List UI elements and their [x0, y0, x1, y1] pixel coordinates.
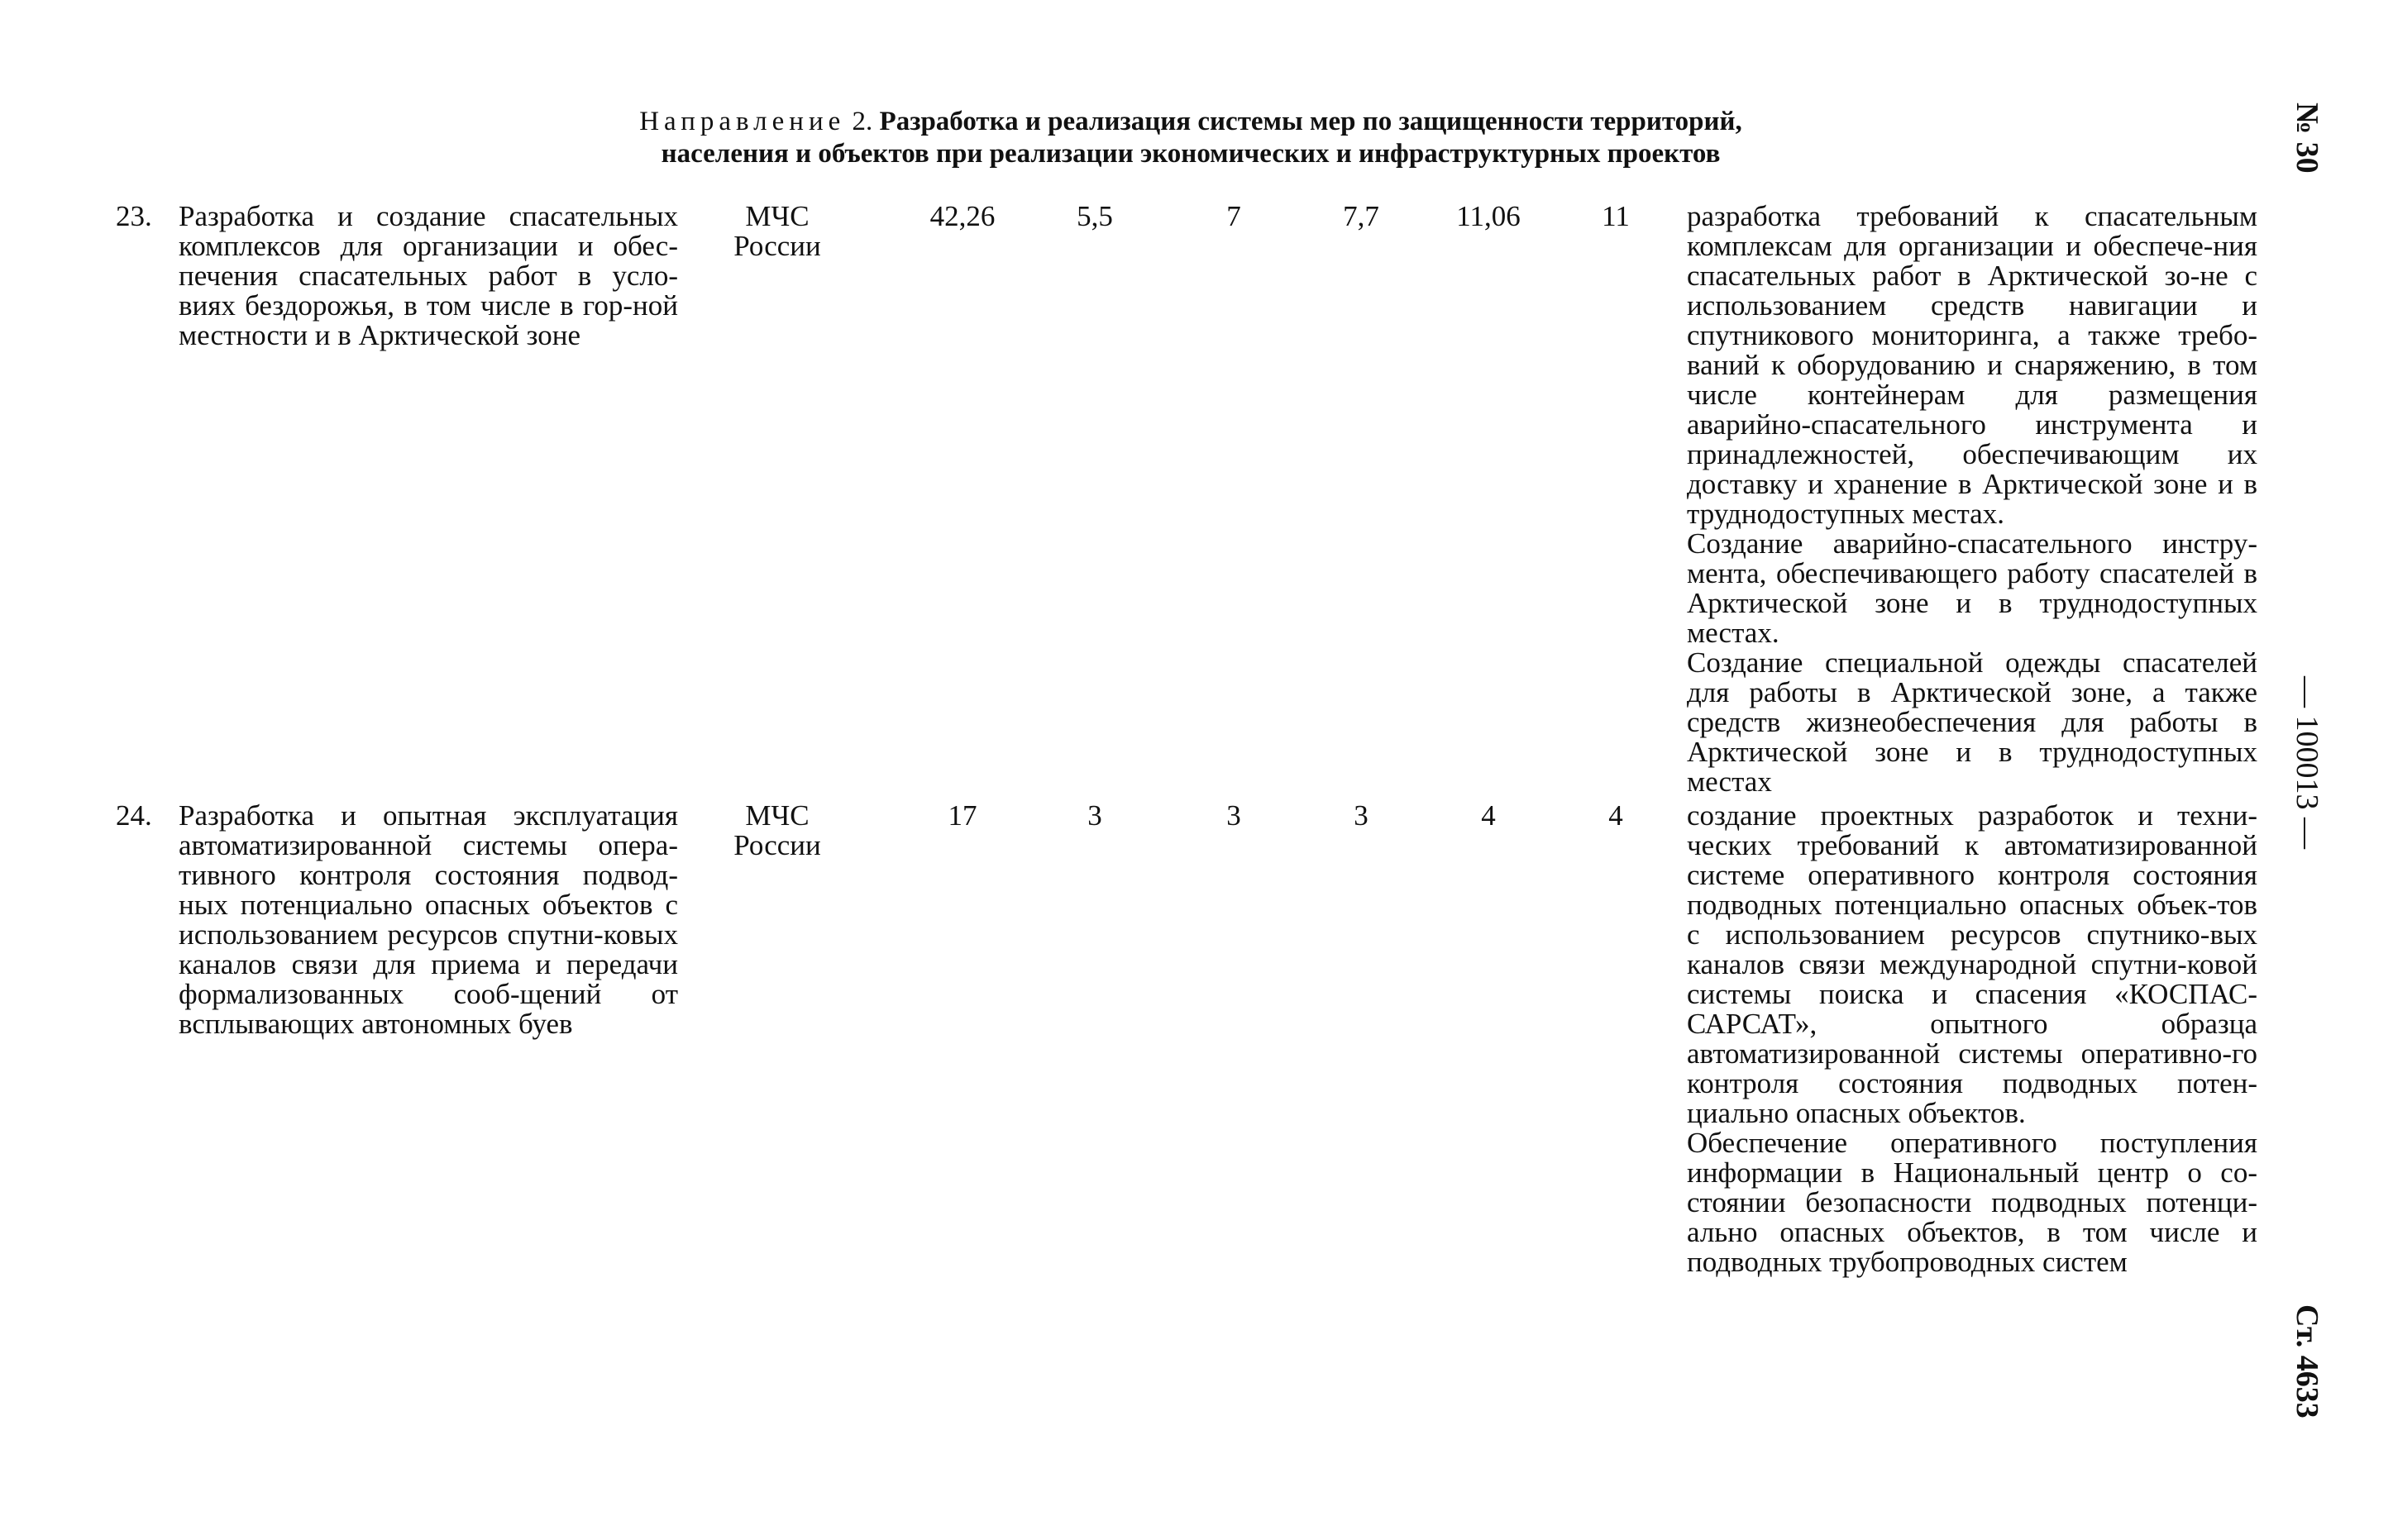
direction-title-line-1: Разработка и реализация системы мер по защищенности территорий, [879, 107, 1742, 136]
value-year-1: 5,5 [1077, 200, 1113, 232]
measure-name: Разработка и создание спасательных комплексов для организации и обес-печения спасательных работ в усло-виях бездорожья, в том числе в гор-ной местности и в Арктической зоне [179, 200, 678, 351]
measure-name: Разработка и опытная эксплуатация автоматизированной системы опера-тивного контроля состояния подвод-ных потенциально опасных объектов с использованием ресурсов спутни-ковых каналов связи для приема и передачи формализованных сооб-щений от всплывающих автономных буев [179, 799, 678, 1040]
result-paragraph: разработка требований к спасательным комплексам для организации и обеспече-ния спасательных работ в Арктической зо-не с использованием средств навигации и спутникового мониторинга, а также требо-ваний к оборудованию и снаряжению, в том числе контейнерам для размещения аварийно-спасательного инструмента и принадлежностей, обеспечивающим их доставку и хранение в Арктической зоне и в труднодоступных местах. [1687, 200, 2257, 530]
value-year-4: 11,06 [1456, 200, 1521, 232]
issue-number: № 30 [2290, 103, 2324, 174]
executor-line-2: России [733, 829, 821, 861]
result-paragraph: Обеспечение оперативного поступления информации в Национальный центр о со-стоянии безопасности подводных потенци-ально опасных объектов, в том числе и подводных трубопроводных систем [1687, 1127, 2257, 1278]
document-number: — 100013 — [2290, 676, 2324, 849]
direction-number: 2. [852, 107, 873, 136]
executor-line-1: МЧС [745, 200, 810, 232]
value-year-4: 4 [1481, 799, 1496, 832]
value-year-2: 7 [1226, 200, 1241, 232]
value-year-5: 4 [1608, 799, 1623, 832]
value-total: 17 [948, 799, 977, 832]
value-year-3: 7,7 [1343, 200, 1379, 232]
direction-word: Направление [639, 107, 846, 136]
row-number: 24. [116, 799, 152, 832]
executor-line-2: России [733, 230, 821, 262]
value-year-2: 3 [1226, 799, 1241, 832]
value-year-5: 11 [1602, 200, 1630, 232]
result-paragraph: создание проектных разработок и техни-ческих требований к автоматизированной системе оперативного контроля состояния подводных потенциально опасных объек-тов с использованием ресурсов спутнико-вых каналов связи международной спутни-ковой системы поиска и спасения «КОСПАС-САРСАТ», опытного образца автоматизированной системы оперативно-го контроля состояния подводных потен-циально опасных объектов. [1687, 799, 2257, 1129]
executor-line-1: МЧС [745, 799, 810, 832]
row-number: 23. [116, 200, 152, 232]
page-number: Ст. 4633 [2290, 1304, 2324, 1418]
value-total: 42,26 [929, 200, 996, 232]
value-year-3: 3 [1354, 799, 1368, 832]
section-header [413, 106, 1968, 170]
direction-title-line-2: населения и объектов при реализации экономических и инфраструктурных проектов [661, 139, 1721, 169]
result-paragraph: Создание аварийно-спасательного инстру-мента, обеспечивающего работу спасателей в Арктической зоне и в труднодоступных местах. [1687, 527, 2257, 649]
expected-result [1687, 202, 2257, 797]
expected-result [1687, 801, 2257, 1277]
executor [711, 801, 843, 861]
header-line-1 [413, 106, 1968, 138]
header-line-2 [413, 138, 1968, 170]
result-paragraph: Создание специальной одежды спасателей для работы в Арктической зоне, а также средств жизнеобеспечения для работы в Арктической зоне и в труднодоступных местах [1687, 646, 2257, 798]
executor [711, 202, 843, 261]
value-year-1: 3 [1087, 799, 1102, 832]
